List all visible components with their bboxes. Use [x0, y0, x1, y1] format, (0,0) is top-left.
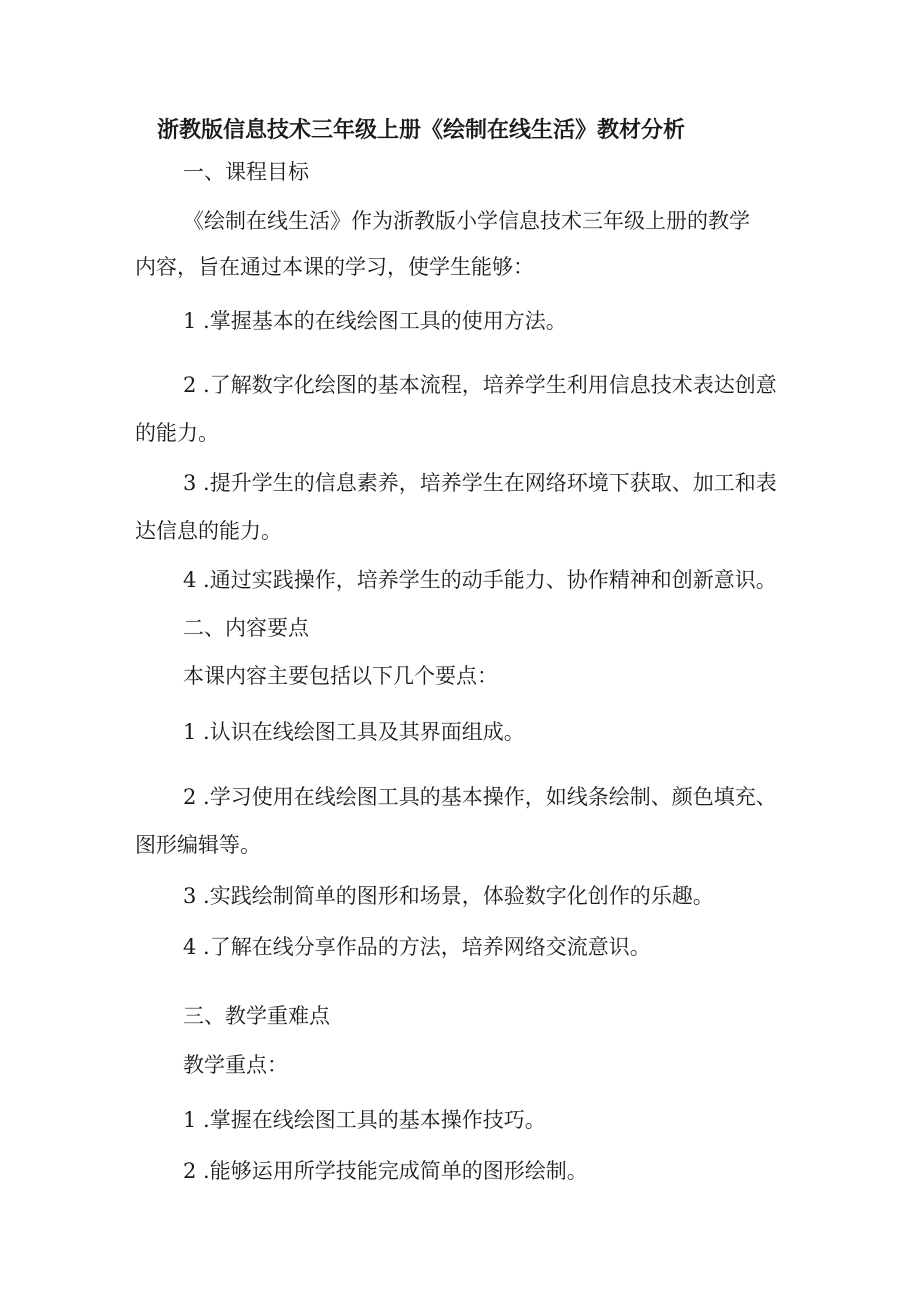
list-item: 4 .了解在线分享作品的方法，培养网络交流意识。: [183, 935, 651, 959]
list-item: 1 .掌握在线绘图工具的基本操作技巧。: [183, 1108, 546, 1132]
section-heading-difficulties: 三、教学重难点: [183, 1004, 330, 1028]
list-item: 3 .实践绘制简单的图形和场景，体验数字化创作的乐趣。: [183, 884, 714, 908]
section-heading-content: 二、内容要点: [183, 616, 309, 640]
list-item: 3 .提升学生的信息素养，培养学生在网络环境下获取、加工和表: [183, 471, 777, 495]
paragraph-line: 内容，旨在通过本课的学习，使学生能够：: [135, 255, 534, 279]
list-item-continuation: 图形编辑等。: [135, 833, 261, 857]
list-item: 4 .通过实践操作，培养学生的动手能力、协作精神和创新意识。: [183, 568, 777, 592]
list-item: 2 .能够运用所学技能完成简单的图形绘制。: [183, 1159, 588, 1183]
list-item: 1 .认识在线绘图工具及其界面组成。: [183, 720, 525, 744]
list-item: 2 .了解数字化绘图的基本流程，培养学生利用信息技术表达创意: [183, 373, 777, 397]
paragraph-line: 本课内容主要包括以下几个要点：: [183, 664, 498, 688]
list-item-continuation: 的能力。: [135, 421, 219, 445]
paragraph-line: 《绘制在线生活》作为浙教版小学信息技术三年级上册的教学: [183, 209, 750, 233]
list-item: 1 .掌握基本的在线绘图工具的使用方法。: [183, 309, 567, 333]
list-item-continuation: 达信息的能力。: [135, 519, 282, 543]
section-heading-goals: 一、课程目标: [183, 160, 309, 184]
list-item: 2 .学习使用在线绘图工具的基本操作，如线条绘制、颜色填充、: [183, 785, 777, 809]
document-title: 浙教版信息技术三年级上册《绘制在线生活》教材分析: [157, 117, 686, 143]
subheading-key-points: 教学重点：: [183, 1053, 288, 1077]
